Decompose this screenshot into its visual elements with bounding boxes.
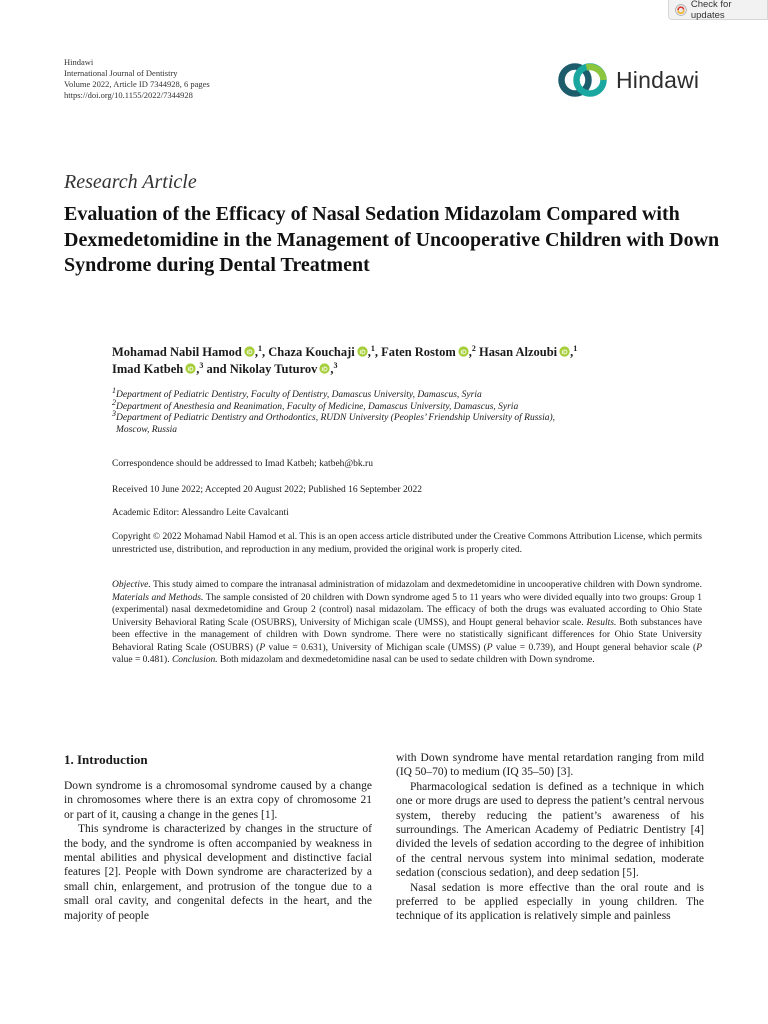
copyright-notice: Copyright © 2022 Mohamad Nabil Hamod et al. This is an open access article distributed under the Creative Commons Attribution License, which permits unrestricted use, distribution, and reproduction in any medium, provided the original work is properly cited. (112, 532, 702, 555)
affiliation-1: $^1$Department of Pediatric Dentistry, Faculty of Dentistry, Damascus University, Damascus, Syria (112, 385, 482, 400)
doi-link[interactable]: https://doi.org/10.1155/2022/7344928 (64, 90, 193, 100)
orcid-icon[interactable] (319, 363, 330, 374)
volume-line: Volume 2022, Article ID 7344928, 6 pages (64, 79, 210, 89)
body-paragraph: Pharmacological sedation is defined as a technique in which one or more drugs are used to depress the patient’s central nervous system, thereby reducing the patient’s awareness of his surroundings. The American Academy of Pediatric Dentistry [4] divided the levels of sedation according to the degree of inhibition of the central nervous system into minimal sedation, moderate sedation (conscious sedation), and deep sedation [5]. (396, 780, 704, 880)
orcid-icon[interactable] (559, 346, 570, 357)
orcid-icon[interactable] (458, 346, 469, 357)
journal-name: International Journal of Dentistry (64, 68, 178, 78)
author-affiliation-marker: 1 (573, 343, 578, 353)
hindawi-logo (556, 62, 706, 98)
author-name[interactable]: Chaza Kouchaji (268, 345, 355, 359)
author-affiliation-marker: 1 (370, 343, 375, 353)
body-paragraph: Nasal sedation is more effective than the oral route and is preferred to be applied especially in young children. The technique of its application is relatively simple and painless (396, 881, 704, 923)
author-name[interactable]: Imad Katbeh (112, 362, 184, 376)
author-name[interactable]: Faten Rostom (381, 345, 456, 359)
author-affiliation-marker: 2 (471, 343, 476, 353)
article-title: Evaluation of the Efficacy of Nasal Sedation Midazolam Compared with Dexmedetomidine in the Management of Uncooperative Children with Down Syndrome during Dental Treatment (64, 203, 720, 276)
abstract-methods-label: Materials and Methods. (112, 592, 204, 603)
abstract-results-label: Results. (586, 617, 617, 628)
hindawi-logo-icon (556, 62, 610, 98)
abstract-conclusion-label: Conclusion. (171, 655, 218, 665)
body-paragraph: This syndrome is characterized by changes in the structure of the body, and the syndrome is often accompanied by weakness in mental abilities and physical development and distinctive facial features [2]. People with Down syndrome are characterized by a small chin, enlargement, and protrusion of the tongue due to a small oral cavity, and congenital defects in the heart, and the majority of people (64, 823, 372, 922)
author-name[interactable]: Mohamad Nabil Hamod (112, 345, 242, 359)
publication-dates: Received 10 June 2022; Accepted 20 August 2022; Published 16 September 2022 (112, 485, 423, 495)
author-affiliation-marker: 3 (333, 360, 338, 370)
correspondence: Correspondence should be addressed to Imad Katbeh; katbeh@bk.ru (112, 459, 373, 469)
publisher-name: Hindawi (64, 57, 94, 67)
body-column-left (64, 779, 372, 923)
body-paragraph: Down syndrome is a chromosomal syndrome caused by a change in chromosomes where there is an extra copy of chromosome 21 or part of it, causing a change in the genes [1]. (64, 780, 372, 821)
hindawi-wordmark: Hindawi (616, 66, 700, 93)
body-paragraph: with Down syndrome have mental retardation ranging from mild (IQ 50–70) to medium (IQ 35–50) [3]. (396, 752, 704, 779)
orcid-icon[interactable] (357, 346, 368, 357)
author-affiliation-marker: 1 (258, 343, 263, 353)
abstract: Objective. This study aimed to compare the intranasal administration of midazolam and dexmedetomidine in uncooperative children with Down syndrome. Materials and Methods. The sample consisted of 20 children with Down syndrome aged 5 to 11 years who were divided equally into two groups: Group 1 (experimental) nasal dexmedetomidine and Group 2 (control) nasal midazolam. The efficacy of both the drugs was evaluated according to Ohio State University Behavioral Rating Scale (OSUBRS), University of Michigan scale (UMSS), and Houpt general behavior scale. Results. Both substances have been effective in the management of children with Down syndrome. There were no statistically significant differences for Ohio State University Behavioral Rating Scale (OSUBRS) (P value = 0.631), University of Michigan scale (UMSS) (P value = 0.739), and Houpt general behavior scale (P value = 0.481). Conclusion. Both midazolam and dexmedetomidine nasal can be used to sedate children with Down syndrome. (112, 580, 702, 665)
orcid-icon[interactable] (244, 346, 255, 357)
affiliation-2: $^2$Department of Anesthesia and Reanimation, Faculty of Medicine, Damascus University, Damascus, Syria (112, 397, 519, 412)
orcid-icon[interactable] (185, 363, 196, 374)
author-list: Mohamad Nabil Hamod ,$^1$, Chaza Kouchaji ,$^1$, Faten Rostom ,$^2$ Hasan Alzoubi ,$^1$ Imad Katbeh ,$^3$ and Nikolay Tuturov ,$^3$ (112, 343, 578, 376)
author-affiliation-marker: 3 (199, 360, 204, 370)
affiliation-3: $^3$Department of Pediatric Dentistry and Orthodontics, RUDN University (Peoples’ Friendship University of Russia), (112, 408, 556, 423)
update-icon (675, 4, 687, 16)
affiliation-3-continued: Moscow, Russia (116, 424, 178, 435)
author-name[interactable]: Nikolay Tuturov (229, 362, 318, 376)
check-for-updates-badge[interactable] (668, 0, 768, 20)
body-column-right (396, 751, 704, 924)
affiliations (112, 385, 732, 436)
academic-editor: Academic Editor: Alessandro Leite Cavalcanti (112, 508, 289, 518)
article-type: Research Article (64, 171, 197, 193)
author-name[interactable]: Hasan Alzoubi (479, 345, 558, 359)
abstract-objective-label: Objective. (112, 580, 151, 590)
check-for-updates-label: Check for updates (690, 0, 732, 21)
section-heading-introduction: 1. Introduction (64, 752, 148, 767)
